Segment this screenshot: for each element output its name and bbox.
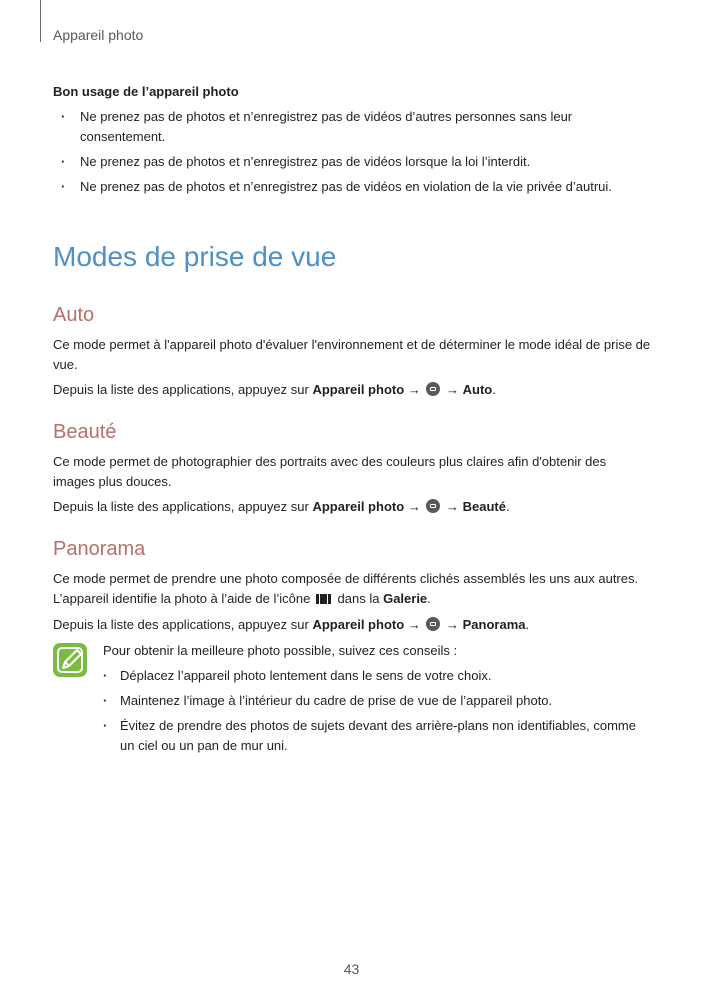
gallery-name: Galerie: [383, 591, 428, 606]
app-name: Appareil photo: [312, 499, 405, 514]
note-item: · Évitez de prendre des photos de sujets devant des arrière-plans non identifiables, comme un ciel ou un pan de mur uni.: [103, 716, 651, 756]
section-title-beaute: Beauté: [53, 421, 117, 443]
panorama-description: Ce mode permet de prendre une photo composée de différents clichés assemblés les uns aux autres. L’appareil identifie la photo à l’aide de l’icône dans la Galerie.: [53, 569, 651, 610]
camera-mode-icon: [426, 617, 440, 631]
note-item: · Déplacez l’appareil photo lentement dans le sens de votre choix.: [103, 666, 651, 686]
note-intro: Pour obtenir la meilleure photo possible, suivez ces conseils :: [103, 643, 458, 658]
usage-title: Bon usage de l’appareil photo: [53, 84, 239, 99]
panorama-icon: [316, 590, 332, 610]
camera-mode-icon: [426, 382, 440, 396]
page-content: [53, 82, 651, 761]
usage-item: · Ne prenez pas de photos et n’enregistrez pas de vidéos lorsque la loi l’interdit.: [53, 152, 651, 172]
usage-list: [53, 107, 651, 197]
note-list: [103, 666, 651, 756]
mode-name: Panorama: [462, 617, 526, 632]
page-number: 43: [343, 961, 360, 977]
main-title: Modes de prise de vue: [53, 241, 337, 272]
mode-name: Auto: [462, 382, 493, 397]
note-block: [53, 641, 651, 756]
camera-mode-icon: [426, 499, 440, 513]
section-title-panorama: Panorama: [53, 538, 146, 560]
mode-name: Beauté: [462, 499, 506, 514]
app-name: Appareil photo: [312, 617, 405, 632]
beaute-instruction: Depuis la liste des applications, appuyez sur Appareil photo → → Beauté.: [53, 499, 510, 514]
beaute-description: Ce mode permet de photographier des portraits avec des couleurs plus claires afin d'obtenir des images plus douces.: [53, 454, 607, 489]
panorama-instruction: Depuis la liste des applications, appuyez sur Appareil photo → → Panorama.: [53, 617, 530, 632]
usage-item: · Ne prenez pas de photos et n’enregistrez pas de vidéos en violation de la vie privée d’autrui.: [53, 177, 651, 197]
auto-instruction: Depuis la liste des applications, appuyez sur Appareil photo → → Auto.: [53, 382, 496, 397]
usage-item: · Ne prenez pas de photos et n’enregistrez pas de vidéos d’autres personnes sans leur consentement.: [53, 107, 651, 147]
section-title-auto: Auto: [53, 304, 95, 326]
header-rule: [40, 0, 41, 42]
running-header: Appareil photo: [53, 27, 144, 43]
app-name: Appareil photo: [312, 382, 405, 397]
note-pencil-icon: [53, 643, 87, 677]
auto-description: Ce mode permet à l'appareil photo d'évaluer l'environnement et de déterminer le mode idéal de prise de vue.: [53, 337, 651, 372]
note-item: · Maintenez l’image à l’intérieur du cadre de prise de vue de l’appareil photo.: [103, 691, 651, 711]
